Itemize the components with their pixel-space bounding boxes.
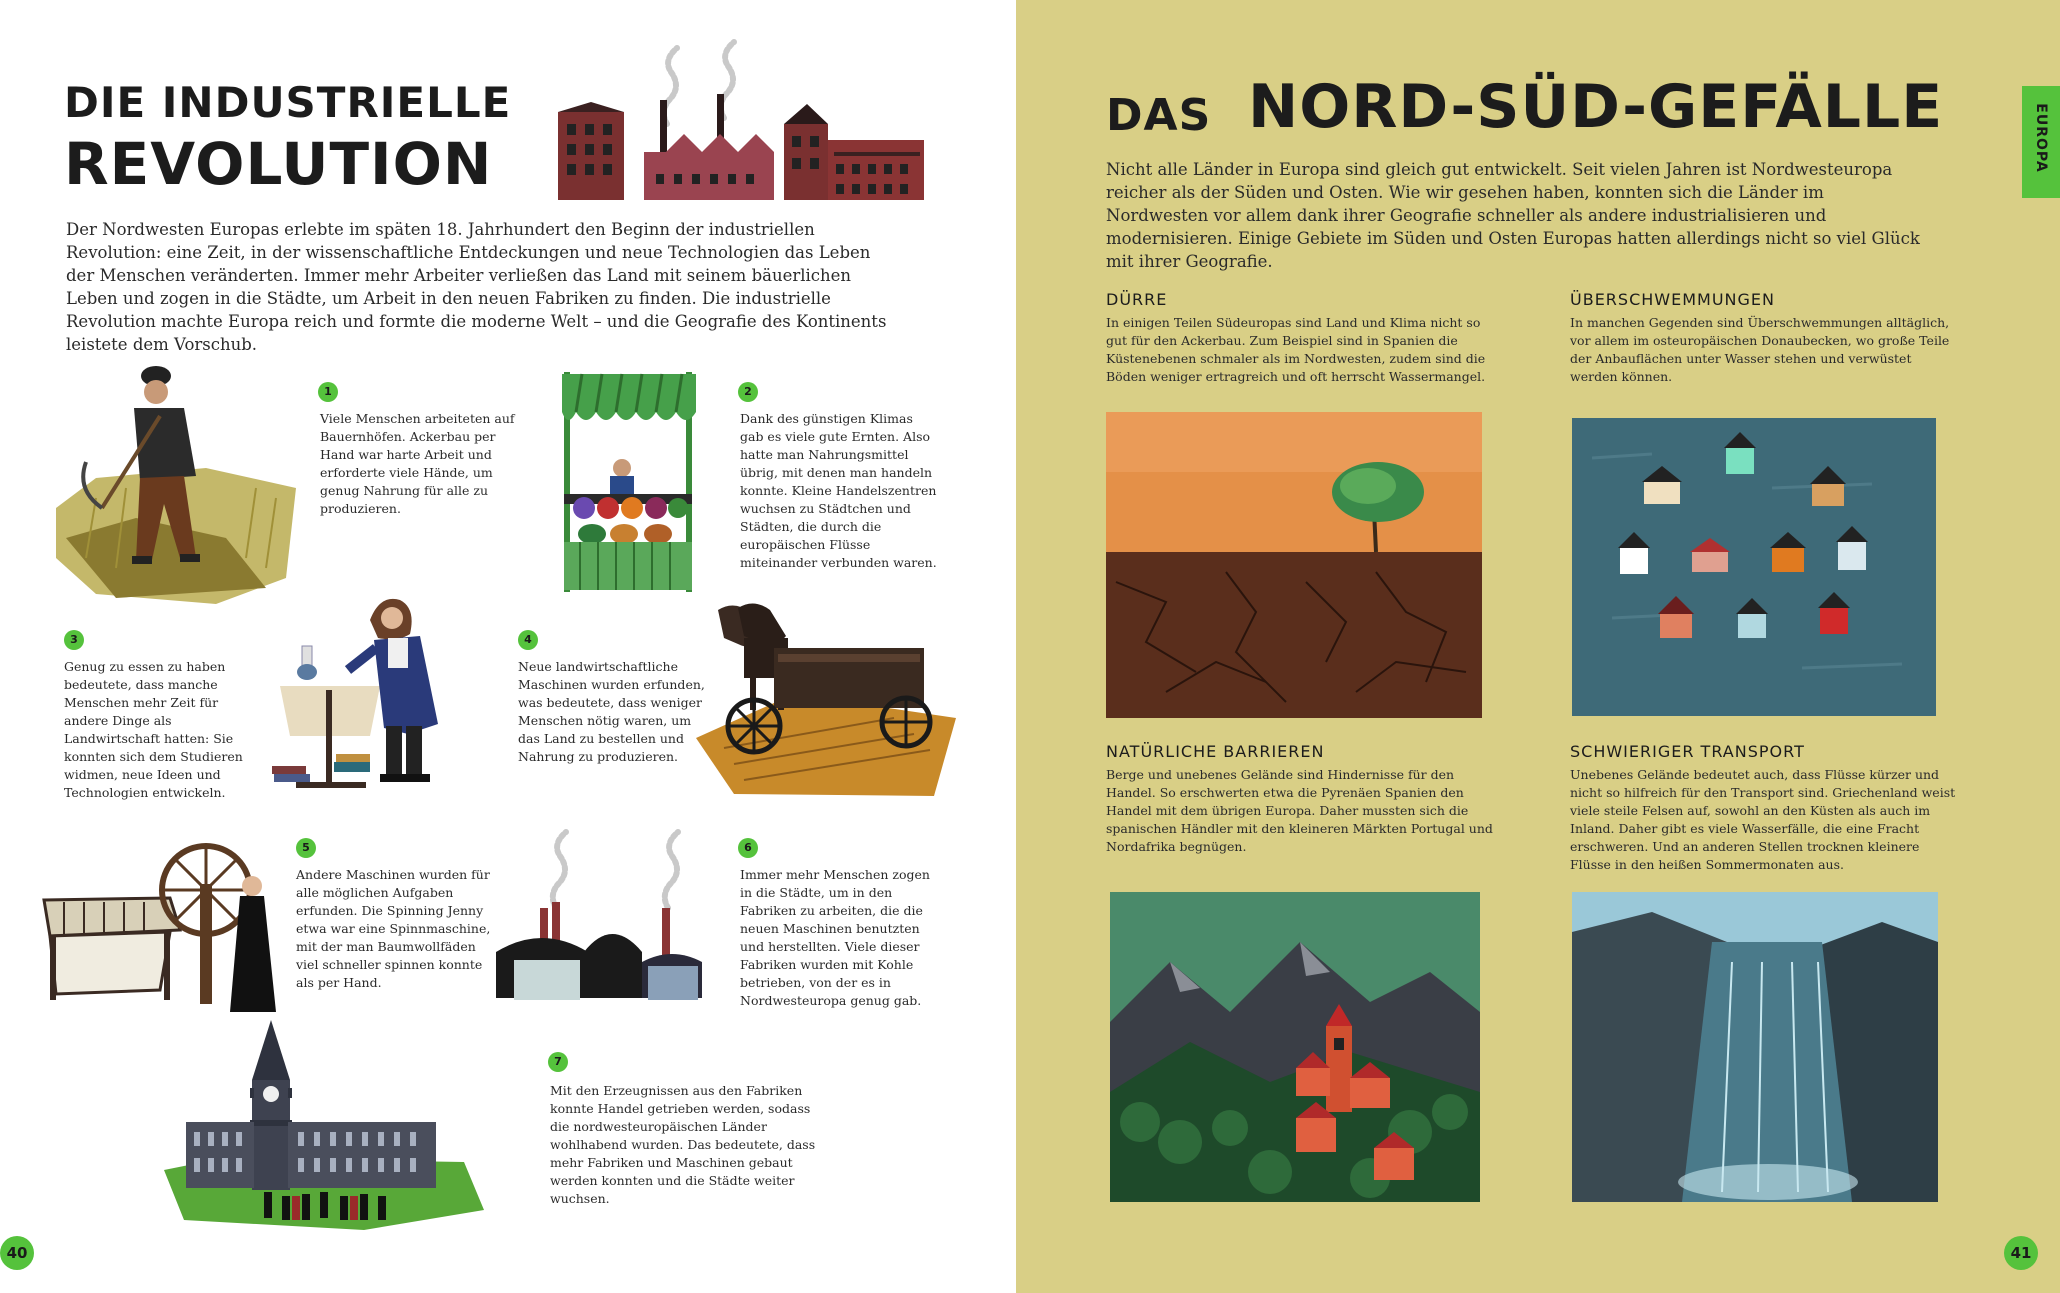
section-floods-text: In manchen Gegenden sind Überschwemmungen alltäglich, vor allem im osteuropäischen Donaubecken, wo große Teile der Anbauflächen unter Wasser stehen und verwüstet werden können. <box>1570 315 1950 384</box>
floods-illustration <box>1572 418 1936 716</box>
left-intro-text: Der Nordwesten Europas erlebte im späten 18. Jahrhundert den Beginn der industriellen Revolution: eine Zeit, in der wissenschaftliche Entdeckungen und neue Technologien das Leben der Menschen veränderten. Immer mehr Arbeiter verließen das Land mit seinem bäuerlichen Leben und zogen in die Städte, um Arbeit in den neuen Fabriken zu finden. Die industrielle Revolution machte Europa reich und formte die moderne Welt – und die Geografie des Kontinents leistete dem Vorschub. <box>66 220 887 354</box>
town-hall-illustration <box>164 1020 484 1230</box>
step-5-badge: 5 <box>296 838 316 858</box>
title-big: NORD-SÜD-GEFÄLLE <box>1248 72 1944 142</box>
step-3-badge: 3 <box>64 630 84 650</box>
europa-tab-label: EUROPA <box>2033 103 2049 173</box>
step-1-text: Viele Menschen arbeiteten auf Bauernhöfen. Ackerbau per Hand war harte Arbeit und erforderte viele Hände, um genug Nahrung für alle zu produzieren. <box>320 411 515 516</box>
right-intro-text: Nicht alle Länder in Europa sind gleich gut entwickelt. Seit vielen Jahren ist Nordwesteuropa reicher als der Süden und Osten. Wie wir gesehen haben, konnten sich die Länder im Nordwesten vor allem dank ihrer Geografie schneller als andere industrialisieren und modernisieren. Einige Gebiete im Süden und Osten Europas hatten allerdings nicht so viel Glück mit ihrer Geografie. <box>1106 160 1920 271</box>
step-6-text: Immer mehr Menschen zogen in die Städte, um in den Fabriken zu arbeiten, die die neuen Maschinen benutzten und herstellten. Viele dieser Fabriken wurden mit Kohle betrieben, von der es in Nordwesteuropa genug gab. <box>740 867 930 1008</box>
section-drought-text: In einigen Teilen Südeuropas sind Land und Klima nicht so gut für den Ackerbau. Zum Beispiel sind in Spanien die Küstenebenen schmaler als im Nordwesten, zudem sind die Böden weniger ertragreich und oft herrscht Wassermangel. <box>1106 315 1486 384</box>
step-3-text: Genug zu essen zu haben bedeutete, dass manche Menschen mehr Zeit für andere Dinge als Landwirtschaft hatten: Sie konnten sich dem Studieren widmen, neue Ideen und Technologien entwickeln. <box>64 659 243 800</box>
page-number-right: 41 <box>2004 1236 2038 1270</box>
section-barriers-text: Berge und unebenes Gelände sind Hindernisse für den Handel. So erschwerten etwa die Pyrenäen Spanien den Handel mit dem übrigen Europa. Daher mussten sich die spanischen Händler mit den kleineren Märkten Portugal und Nordafrika begnügen. <box>1106 767 1493 854</box>
market-stall-illustration <box>558 362 708 594</box>
left-page <box>0 0 1016 1293</box>
step-2-text: Dank des günstigen Klimas gab es viele gute Ernten. Also hatte man Nahrungsmittel übrig, mit denen man handeln konnte. Kleine Handelszentren wuchsen zu Städtchen und Städten, die durch die europäischen Flüsse miteinander verbunden waren. <box>740 411 937 570</box>
step-7-text: Mit den Erzeugnissen aus den Fabriken konnte Handel getrieben werden, sodass die nordwesteuropäischen Länder wohlhabend wurden. Das bedeutete, dass mehr Fabriken und Maschinen gebaut werden konnten und die Städte weiter wuchsen. <box>550 1083 816 1206</box>
right-page <box>1016 0 2060 1293</box>
section-transport-text: Unebenes Gelände bedeutet auch, dass Flüsse kürzer und nicht so hilfreich für den Transport sind. Griechenland weist viele steile Felsen auf, sowohl an den Küsten als auch im Inland. Daher gibt es viele Wasserfälle, die eine Fracht erschweren. Und an anderen Stellen trocknen kleinere Flüsse in den heißen Sommermonaten aus. <box>1570 767 1956 872</box>
title-line-1: DIE INDUSTRIELLE <box>64 78 512 127</box>
europa-tab[interactable] <box>2022 86 2060 198</box>
title-line-2: REVOLUTION <box>64 130 493 198</box>
waterfall-illustration <box>1572 892 1938 1202</box>
page-number-left: 40 <box>0 1236 34 1270</box>
step-4-badge: 4 <box>518 630 538 650</box>
step-6-badge: 6 <box>738 838 758 858</box>
title-small: DAS <box>1106 90 1212 141</box>
step-7-badge: 7 <box>548 1052 568 1072</box>
section-transport-heading: SCHWIERIGER TRANSPORT <box>1570 742 1805 761</box>
section-drought-heading: DÜRRE <box>1106 290 1168 309</box>
drought-illustration <box>1106 412 1482 718</box>
factories-illustration <box>552 28 932 200</box>
farmer-illustration <box>56 358 296 608</box>
mountains-illustration <box>1110 892 1480 1202</box>
section-barriers-heading: NATÜRLICHE BARRIEREN <box>1106 742 1325 761</box>
spinning-jenny-illustration <box>40 840 276 1016</box>
section-floods-heading: ÜBERSCHWEMMUNGEN <box>1570 290 1775 309</box>
inventor-illustration <box>270 586 470 796</box>
step-5-text: Andere Maschinen wurden für alle möglichen Aufgaben erfunden. Die Spinning Jenny etwa war eine Spinnmaschine, mit der man Baumwollfäden viel schneller spinnen konnte als per Hand. <box>296 867 491 990</box>
step-1-badge: 1 <box>318 382 338 402</box>
step-4-text: Neue landwirtschaftliche Maschinen wurden erfunden, was bedeutete, dass weniger Menschen nötig waren, um das Land zu bestellen und Nahrung zu produzieren. <box>518 659 705 764</box>
step-2-badge: 2 <box>738 382 758 402</box>
farm-machine-illustration <box>694 598 956 798</box>
coal-factories-illustration <box>492 812 718 1000</box>
